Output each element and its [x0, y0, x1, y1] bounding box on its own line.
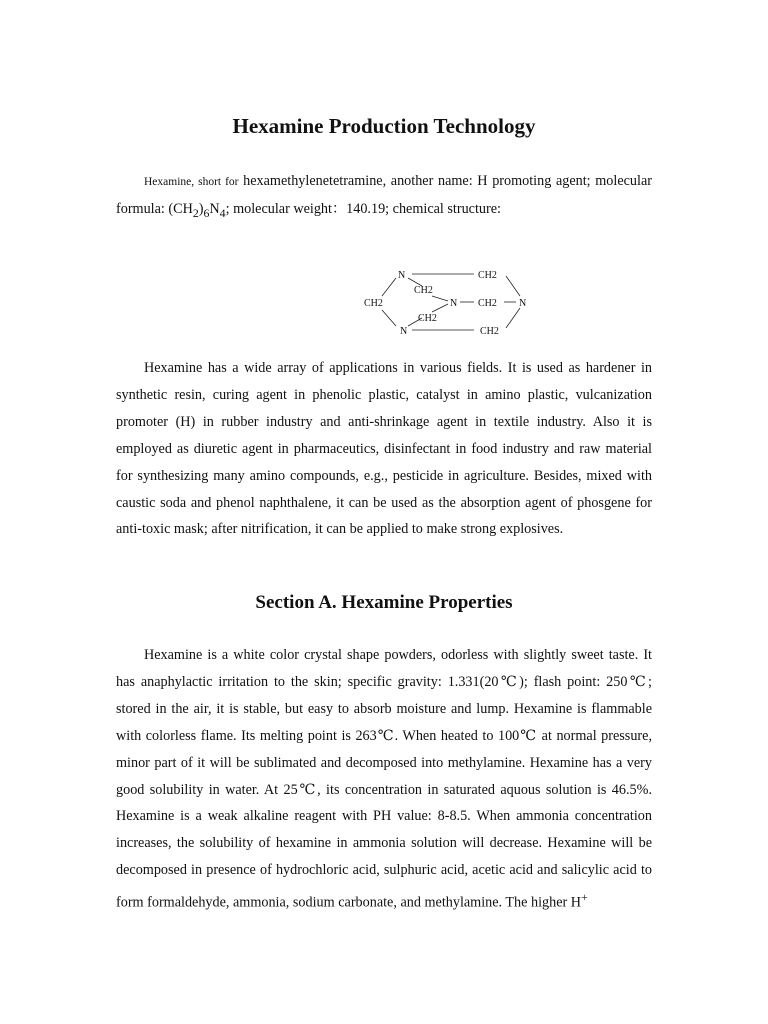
atom-n-bottom: N — [400, 326, 408, 337]
atom-ch2-left: CH2 — [364, 298, 383, 309]
subscript: 6 — [203, 205, 210, 220]
atom-n-center: N — [450, 298, 458, 309]
subscript: 4 — [219, 205, 226, 220]
intro-text-1: hexamethylenetetramine, another name: H promoting agent; molecular formula: (CH — [116, 173, 652, 217]
intro-text-4: ; molecular weight：140.19; chemical structure: — [225, 200, 501, 217]
properties-paragraph — [116, 642, 652, 917]
subscript: 2 — [192, 205, 199, 220]
chemical-structure-diagram — [356, 262, 546, 344]
atom-ch2-top-right: CH2 — [478, 270, 497, 281]
intro-text-3: N — [209, 200, 220, 217]
intro-lead: Hexamine, short for — [144, 176, 239, 188]
section-a-title: Section A. Hexamine Properties — [255, 592, 513, 613]
superscript: + — [581, 890, 588, 905]
document-title: Hexamine Production Technology — [232, 114, 536, 138]
atom-n-right: N — [519, 298, 527, 309]
atom-ch2-inner-bottom: CH2 — [418, 313, 437, 324]
atom-ch2-center: CH2 — [478, 298, 497, 309]
intro-paragraph — [116, 168, 652, 227]
intro-text-2: ) — [198, 200, 204, 217]
properties-text: Hexamine is a white color crystal shape powders, odorless with slightly sweet taste. It has anaphylactic irritation to the skin; specific gravity: 1.331(20℃); flash point: 250℃; stored in the air, it is stable, but easy to absorb moisture and lump. Hexamine is flammable with colorless flame. Its melting point is 263℃. When heated to 100℃ at normal pressure, minor part of it will be sublimated and decomposed into methylamine. Hexamine has a very good solubility in water. At 25℃, its concentration in saturated aquous solution is 46.5%. Hexamine is a weak alkaline reagent with PH value: 8-8.5. When ammonia concentration increases, the solubility of hexamine in ammonia solution will decrease. Hexamine will be decomposed in presence of hydrochloric acid, sulphuric acid, acetic acid and salicylic acid to form formaldehyde, ammonia, sodium carbonate, and methylamine. The higher H — [116, 647, 652, 911]
atom-ch2-inner-top: CH2 — [414, 285, 433, 296]
applications-paragraph — [116, 355, 652, 543]
atom-n-top: N — [398, 270, 406, 281]
atom-ch2-bottom-right: CH2 — [480, 326, 499, 337]
applications-text: Hexamine has a wide array of applications in various fields. It is used as hardener in synthetic resin, curing agent in phenolic plastic, catalyst in amino plastic, vulcanization promoter (H) in rubber industry and anti-shrinkage agent in textile industry. Also it is employed as diuretic agent in pharmaceutics, disinfectant in food industry and raw material for synthesizing many amino compounds, e.g., pesticide in agriculture. Besides, mixed with caustic soda and phenol naphthalene, it can be used as the absorption agent of phosgene for anti-toxic mask; after nitrification, it can be applied to make strong explosives. — [116, 360, 652, 538]
